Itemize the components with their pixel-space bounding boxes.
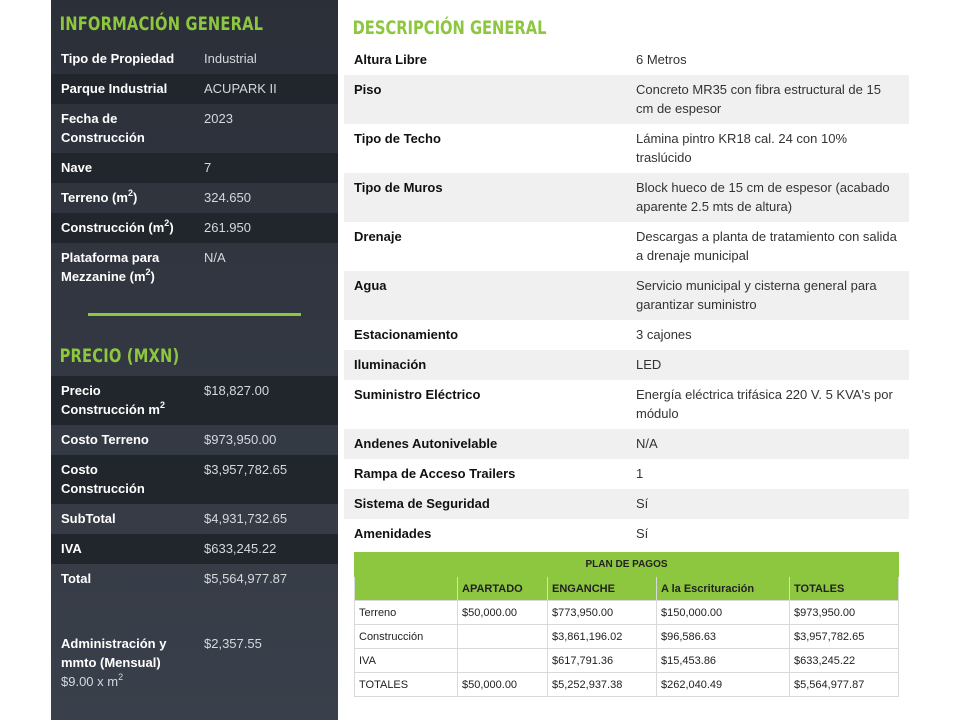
price-value: $633,245.22 — [204, 541, 277, 556]
price-row — [51, 376, 338, 425]
description-title: DESCRIPCIÓN GENERAL — [352, 17, 547, 39]
plan-cell: $3,861,196.02 — [548, 625, 657, 649]
info-label: Fecha de Construcción — [61, 111, 145, 145]
desc-row — [344, 271, 909, 320]
section-divider — [88, 313, 301, 316]
general-info-title: INFORMACIÓN GENERAL — [59, 13, 264, 35]
info-label: Parque Industrial — [61, 81, 168, 96]
desc-row — [344, 45, 909, 75]
desc-row — [344, 320, 909, 350]
price-row — [51, 504, 338, 534]
plan-cell: $50,000.00 — [458, 673, 548, 697]
plan-header-cell: TOTALES — [790, 577, 899, 601]
info-value: 261.950 — [204, 220, 251, 235]
plan-cell — [458, 649, 548, 673]
desc-row — [344, 380, 909, 429]
info-row — [51, 183, 338, 213]
plan-cell: TOTALES — [355, 673, 458, 697]
plan-header-cell: ENGANCHE — [548, 577, 657, 601]
description-panel — [344, 0, 909, 697]
desc-value: Energía eléctrica trifásica 220 V. 5 KVA's por módulo — [636, 387, 893, 421]
desc-value: Sí — [636, 496, 649, 511]
plan-cell: $5,252,937.38 — [548, 673, 657, 697]
info-label: Tipo de Propiedad — [61, 51, 175, 66]
desc-label: Altura Libre — [354, 52, 427, 67]
price-label: Total — [61, 571, 92, 586]
table-row — [355, 625, 899, 649]
desc-value: Descargas a planta de tratamiento con salida a drenaje municipal — [636, 229, 897, 263]
desc-value: Servicio municipal y cisterna general para garantizar suministro — [636, 278, 877, 312]
info-label: Nave — [61, 160, 93, 175]
description-table — [344, 45, 909, 549]
plan-cell: $262,040.49 — [657, 673, 790, 697]
info-row — [51, 44, 338, 74]
price-value: $18,827.00 — [204, 383, 270, 398]
plan-cell: Terreno — [355, 601, 458, 625]
desc-row — [344, 75, 909, 124]
plan-cell: $617,791.36 — [548, 649, 657, 673]
table-row — [355, 649, 899, 673]
table-row — [355, 673, 899, 697]
info-label: Plataforma para Mezzanine $(m^2)$ — [61, 250, 160, 284]
desc-value: Sí — [636, 526, 649, 541]
price-label: IVA — [61, 541, 82, 556]
desc-value: 1 — [636, 466, 644, 481]
price-label: Costo Terreno — [61, 432, 149, 447]
plan-cell: $973,950.00 — [790, 601, 899, 625]
desc-row — [344, 124, 909, 173]
plan-header-cell: A la Escrituración — [657, 577, 790, 601]
price-value: $5,564,977.87 — [204, 571, 288, 586]
desc-value: 3 cajones — [636, 327, 692, 342]
plan-header-cell — [355, 577, 458, 601]
info-value: N/A — [204, 250, 226, 265]
plan-cell: $3,957,782.65 — [790, 625, 899, 649]
desc-value: Lámina pintro KR18 cal. 24 con 10% traslúcido — [636, 131, 848, 165]
desc-label: Suministro Eléctrico — [354, 387, 481, 402]
price-row — [51, 564, 338, 594]
price-label: SubTotal — [61, 511, 116, 526]
desc-label: Tipo de Muros — [354, 180, 443, 195]
plan-cell: $633,245.22 — [790, 649, 899, 673]
desc-row — [344, 519, 909, 549]
desc-row — [344, 489, 909, 519]
info-value: ACUPARK II — [204, 81, 277, 96]
desc-row — [344, 173, 909, 222]
info-row — [51, 104, 338, 153]
desc-value: Concreto MR35 con fibra estructural de 15 cm de espesor — [636, 82, 881, 116]
plan-cell: $96,586.63 — [657, 625, 790, 649]
plan-cell: $5,564,977.87 — [790, 673, 899, 697]
plan-cell: $15,453.86 — [657, 649, 790, 673]
info-label: Terreno $(m^2)$ — [61, 187, 138, 205]
plan-cell: $50,000.00 — [458, 601, 548, 625]
price-value: $973,950.00 — [204, 432, 277, 447]
payment-plan-caption: PLAN DE PAGOS — [355, 553, 899, 577]
price-label: Costo Construcción — [61, 462, 145, 496]
info-row — [51, 153, 338, 183]
price-value: $3,957,782.65 — [204, 462, 288, 477]
desc-value: LED — [636, 357, 662, 372]
price-row — [51, 425, 338, 455]
price-label: Precio Construcción $m^2$ — [61, 383, 165, 417]
desc-value: 6 Metros — [636, 52, 687, 67]
plan-header-cell: APARTADO — [458, 577, 548, 601]
admin-fee — [51, 634, 338, 691]
info-label: Construcción $(m^2)$ — [61, 217, 174, 235]
desc-label: Piso — [354, 82, 382, 97]
desc-label: Tipo de Techo — [354, 131, 441, 146]
info-value: 324.650 — [204, 190, 251, 205]
sidebar-panel — [51, 0, 338, 720]
price-value: $4,931,732.65 — [204, 511, 288, 526]
desc-row — [344, 222, 909, 271]
desc-row — [344, 350, 909, 380]
info-value: Industrial — [204, 51, 257, 66]
plan-cell: $773,950.00 — [548, 601, 657, 625]
admin-value: $2,357.55 — [204, 636, 262, 651]
table-row — [355, 601, 899, 625]
desc-label: Agua — [354, 278, 387, 293]
info-row — [51, 243, 338, 292]
admin-rate: $9.00 x $m^2$ — [61, 671, 124, 689]
price-row — [51, 455, 338, 504]
price-row — [51, 534, 338, 564]
payment-plan-table — [354, 552, 899, 697]
plan-cell — [458, 625, 548, 649]
desc-label: Sistema de Seguridad — [354, 496, 490, 511]
payment-plan-header — [355, 577, 899, 601]
desc-label: Rampa de Acceso Trailers — [354, 466, 516, 481]
desc-label: Andenes Autonivelable — [354, 436, 498, 451]
info-row — [51, 74, 338, 104]
admin-label: Administración y mmto (Mensual) $9.00 x $m^2$ — [61, 634, 204, 691]
plan-cell: IVA — [355, 649, 458, 673]
info-value: 7 — [204, 160, 212, 175]
desc-row — [344, 459, 909, 489]
desc-label: Amenidades — [354, 526, 432, 541]
desc-label: Drenaje — [354, 229, 402, 244]
general-info-table — [51, 44, 338, 292]
desc-value: N/A — [636, 436, 658, 451]
plan-cell: $150,000.00 — [657, 601, 790, 625]
price-table — [51, 376, 338, 594]
desc-label: Iluminación — [354, 357, 427, 372]
desc-value: Block hueco de 15 cm de espesor (acabado aparente 2.5 mts de altura) — [636, 180, 890, 214]
desc-label: Estacionamiento — [354, 327, 459, 342]
price-title: PRECIO (MXN) — [59, 345, 180, 367]
desc-row — [344, 429, 909, 459]
plan-cell: Construcción — [355, 625, 458, 649]
info-value: 2023 — [204, 111, 233, 126]
info-row — [51, 213, 338, 243]
